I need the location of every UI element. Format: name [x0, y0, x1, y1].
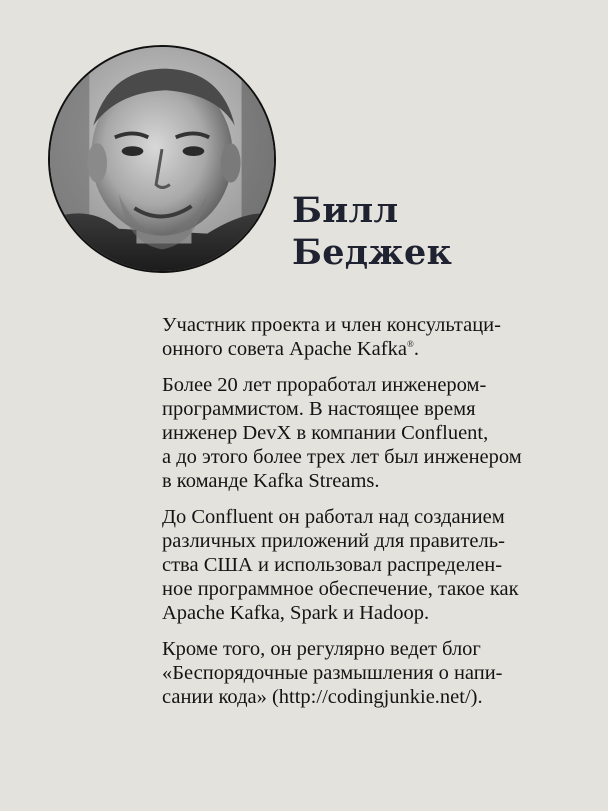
author-bio — [162, 313, 567, 721]
bio-line: различных приложений для правитель- — [162, 530, 505, 552]
bio-line: а до этого более трех лет был инженером — [162, 446, 522, 468]
bio-line — [162, 337, 567, 361]
author-name — [292, 190, 452, 274]
bio-paragraph-2 — [162, 373, 567, 493]
bio-line: ства США и использовал распределен- — [162, 554, 503, 576]
bio-line: сании кода» (http://codingjunkie.net/). — [162, 686, 483, 708]
bio-line: в команде Kafka Streams. — [162, 470, 380, 492]
bio-paragraph-4 — [162, 637, 567, 709]
bio-line-end: . — [413, 338, 419, 360]
author-last-name: Беджек — [292, 232, 453, 273]
bio-line: «Беспорядочные размышления о напи- — [162, 662, 503, 684]
bio-paragraph-3 — [162, 505, 567, 625]
bio-line: инженер DevX в компании Confluent, — [162, 422, 489, 444]
bio-line: Более 20 лет проработал инженером- — [162, 374, 487, 396]
bio-line: Кроме того, он регулярно ведет блог — [162, 638, 481, 660]
bio-line-text: онного совета Apache Kafka — [162, 338, 407, 360]
bio-line: Участник проекта и член консультаци- — [162, 314, 501, 336]
bio-line: Apache Kafka, Spark и Hadoop. — [162, 602, 430, 624]
bio-line: программистом. В настоящее время — [162, 398, 476, 420]
author-first-name: Билл — [292, 190, 399, 231]
registered-mark: ® — [406, 339, 414, 350]
bio-line: До Confluent он работал над созданием — [162, 506, 505, 528]
bio-line: ное программное обеспечение, такое как — [162, 578, 519, 600]
author-portrait — [48, 45, 276, 273]
author-portrait-image — [50, 47, 274, 271]
bio-paragraph-1 — [162, 313, 567, 361]
